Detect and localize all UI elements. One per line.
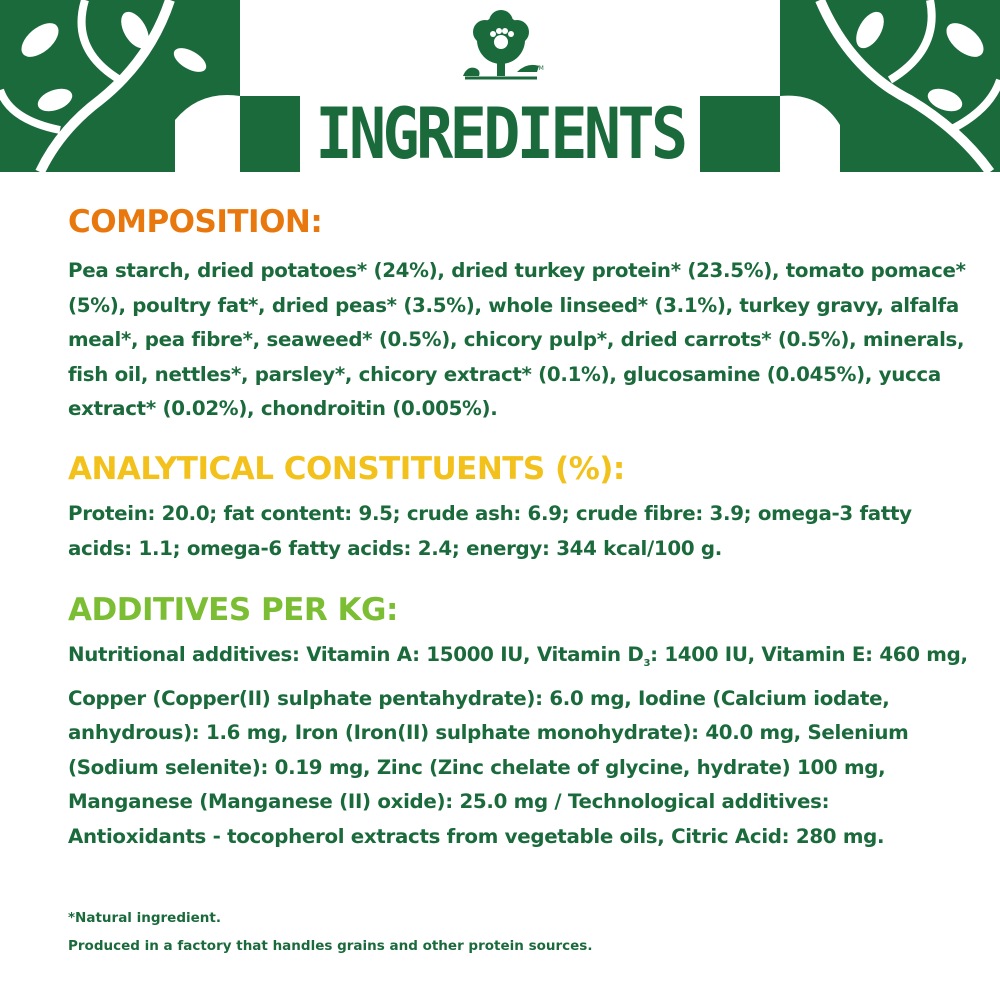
- additives-text: [68, 638, 973, 855]
- additives-heading: ADDITIVES PER KG:: [68, 592, 398, 629]
- additives-text-part2: : 1400 IU, Vitamin E: 460 mg, Copper (Copper(II) sulphate pentahydrate): 6.0 mg, Iodine (Calcium iodate, anhydrous): 1.6 mg, Iron (Iron(II) sulphate monohydrate): 40.0 mg, Selenium (Sodium selenite): 0.19 mg, Zinc (Zinc chelate of glycine, hydrate) 100 mg, Manganese (Manganese (II) oxide): 25.0 mg / Technological additives: Antioxidants - tocopherol extracts from vegetable oils, Citric Acid: 280 mg.: [68, 643, 968, 849]
- analytical-constituents-text: Protein: 20.0; fat content: 9.5; crude ash: 6.9; crude fibre: 3.9; omega-3 fatty acids: 1.1; omega-6 fatty acids: 2.4; energy: 344 kcal/100 g.: [68, 501, 912, 560]
- trademark-mark: TM: [535, 65, 544, 72]
- header-banner: [0, 0, 1000, 175]
- vitamin-d-subscript: 3: [643, 658, 651, 670]
- tree-with-cat-and-dog-logo-icon: [455, 10, 547, 92]
- natural-ingredient-note: *Natural ingredient.: [68, 910, 221, 926]
- ingredients-content: [68, 200, 973, 855]
- factory-allergen-note: Produced in a factory that handles grains and other protein sources.: [68, 938, 593, 954]
- footnotes: [68, 904, 968, 960]
- analytical-constituents-heading: ANALYTICAL CONSTITUENTS (%):: [68, 450, 625, 487]
- additives-text-part1: Nutritional additives: Vitamin A: 15000 IU, Vitamin D: [68, 643, 644, 667]
- page-title: INGREDIENTS: [315, 93, 685, 175]
- composition-heading: COMPOSITION:: [68, 204, 323, 240]
- composition-text: Pea starch, dried potatoes* (24%), dried turkey protein* (23.5%), tomato pomace* (5%), poultry fat*, dried peas* (3.5%), whole linseed* (3.1%), turkey gravy, alfalfa meal*, pea fibre*, seaweed* (0.5%), chicory pulp*, dried carrots* (0.5%), minerals, fish oil, nettles*, parsley*, chicory extract* (0.1%), glucosamine (0.045%), yucca extract* (0.02%), chondroitin (0.005%).: [68, 259, 966, 421]
